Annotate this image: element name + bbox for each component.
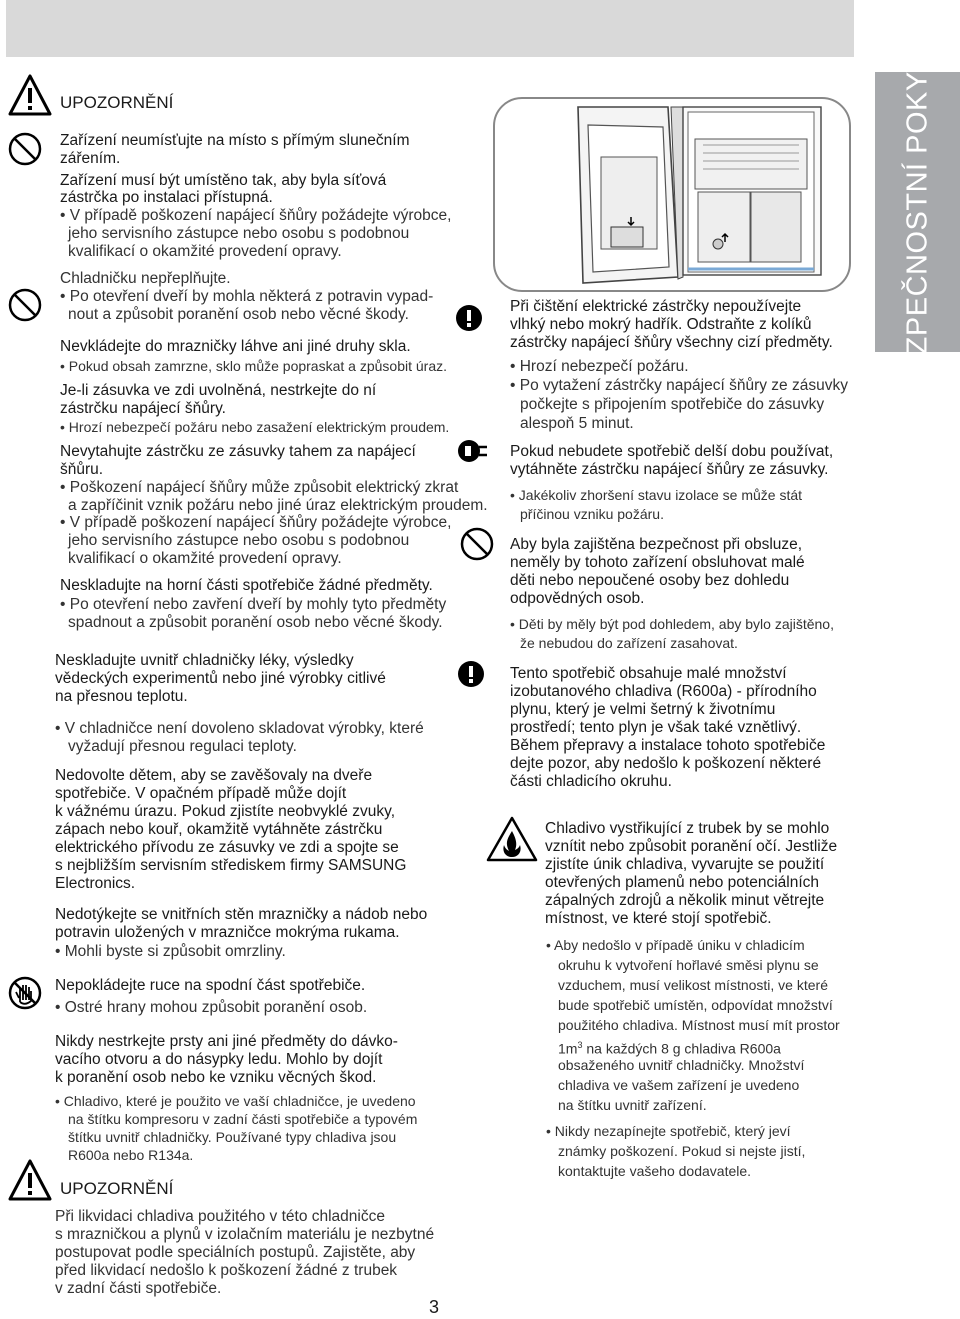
heading-line: vytáhněte zástrčku napájecí šňůry ze zásuvky. — [510, 461, 829, 478]
bullet-line: použitého chladiva. Místnost musí mít prostor — [558, 1017, 840, 1033]
bullet-line: spadnout a způsobit poranění osob nebo věcné škody. — [68, 614, 443, 631]
heading-line: vědeckých experimentů nebo jiné výrobky citlivé — [55, 670, 386, 687]
text-line: v zadní části spotřebiče. — [55, 1280, 222, 1297]
heading-line: neměly by tohoto zařízení obsluhovat malé — [510, 554, 805, 571]
warning-triangle-icon — [8, 74, 52, 116]
heading-line: spotřebiče. V opačném případě může dojít — [55, 785, 347, 802]
text-line: Zařízení neumísťujte na místo s přímým slunečním — [60, 132, 410, 149]
bullet-line: jeho servisního zástupce nebo osobu s podobnou — [68, 532, 410, 549]
bullet-line: kvalifikací o okamžité provedení opravy. — [68, 550, 342, 567]
mandatory-action-icon — [457, 660, 485, 688]
bullet-line: že nebudou do zařízení zasahovat. — [520, 635, 738, 651]
heading-line: Aby byla zajištěna bezpečnost při obsluze, — [510, 536, 803, 553]
bullet-line: • Po vytažení zástrčky napájecí šňůry ze zásuvky — [510, 377, 848, 394]
bullet-line: obsaženého uvnitř chladničky. Množství — [558, 1057, 805, 1073]
bullet-line: $1m^3$ na každých 8 g chladiva R600a — [558, 1040, 781, 1057]
bullet-line: • Nikdy nezapínejte spotřebič, který jeví — [546, 1123, 791, 1139]
text-line: s mrazničkou a plynů v izolačním materiálu je nezbytné — [55, 1226, 435, 1243]
warning-title: UPOZORNĚNÍ — [60, 1179, 174, 1198]
heading-line: Nedotýkejte se vnitřních stěn mrazničky a nádob nebo — [55, 906, 428, 923]
heading-line: izobutanového chladiva (R600a) - přírodního — [510, 683, 817, 700]
bullet-line: • Aby nedošlo v případě úniku v chladicím — [546, 937, 805, 953]
bullet-line: • Mohli byste si způsobit omrzliny. — [55, 943, 286, 960]
refrigerator-dispenser-illustration — [493, 97, 851, 292]
heading-line: k vážnému úrazu. Pokud zjistíte neobvyklé zvuky, — [55, 803, 396, 820]
bullet-line: okruhu k vytvoření hořlavé směsi plynu se — [558, 957, 819, 973]
prohibited-icon — [8, 288, 42, 322]
no-hand-touch-icon — [8, 976, 42, 1010]
heading-line: elektrického přívodu ze zásuvky ve zdi a spojte se — [55, 839, 399, 856]
bullet-line: chladiva ve vašem zařízení je uvedeno — [558, 1077, 800, 1093]
heading-line: Je-li zásuvka ve zdi uvolněná, nestrkejte do ní — [60, 382, 377, 399]
heading-line: Nevkládejte do mrazničky láhve ani jiné druhy skla. — [60, 338, 411, 355]
bullet-line: • V případě poškození napájecí šňůry požádejte výrobce, — [60, 514, 452, 531]
bullet-line: • Děti by měly být pod dohledem, aby bylo zajištěno, — [510, 616, 834, 632]
bullet-line: vzduchem, musí velikost místnosti, ve které — [558, 977, 828, 993]
warning-triangle-icon — [8, 1159, 52, 1201]
bullet-line: počkejte s připojením spotřebiče do zásuvky — [520, 396, 825, 413]
heading-line: Při čištění elektrické zástrčky nepoužívejte — [510, 298, 802, 315]
prohibited-icon — [460, 527, 494, 561]
text-line: Při likvidaci chladiva použitého v této chladničce — [55, 1208, 385, 1225]
bullet-line: • Ostré hrany mohou způsobit poranění osob. — [55, 999, 368, 1016]
text-line: postupovat podle speciálních postupů. Zajistěte, aby — [55, 1244, 416, 1261]
bullet-line: nout a způsobit poranění osob nebo věcné škody. — [68, 306, 409, 323]
heading-line: na přesnou teplotu. — [55, 688, 188, 705]
heading-line: Electronics. — [55, 875, 136, 892]
bullet-line: • Po otevření nebo zavření dveří by mohly tyto předměty — [60, 596, 447, 613]
heading-line: vznítit nebo způsobit poranění očí. Jestliže — [545, 838, 838, 855]
heading-line: Nevytahujte zástrčku ze zásuvky tahem za napájecí — [60, 443, 416, 460]
bullet-line: vyžadují přesnou regulaci teploty. — [68, 738, 297, 755]
text-line: před likvidací nedošlo k poškození žádné z trubek — [55, 1262, 398, 1279]
bullet-line: • Po otevření dveří by mohla některá z potravin vypad- — [60, 288, 434, 305]
text-line: zástrčka po instalaci přístupná. — [60, 189, 273, 206]
heading-line: prostředí; tento plyn je však také vznětlivý. — [510, 719, 802, 736]
heading-line: zápach nebo kouř, okamžitě vytáhněte zástrčku — [55, 821, 383, 838]
prohibited-icon — [8, 132, 42, 166]
bullet-line: kontaktujte vašeho dodavatele. — [558, 1163, 752, 1179]
text-line: zářením. — [60, 150, 121, 167]
heading-line: zápalných zdrojů a několik minut větrejte — [545, 892, 825, 909]
heading-line: zjistíte únik chladiva, vyvarujte se použití — [545, 856, 825, 873]
heading-line: zástrčky napájecí šňůry všechny cizí předměty. — [510, 334, 833, 351]
bullet-line: na štítku uvnitř zařízení. — [558, 1097, 707, 1113]
heading-line: Nepokládejte ruce na spodní část spotřebiče. — [55, 977, 366, 994]
heading-line: Neskladujte uvnitř chladničky léky, výsledky — [55, 652, 354, 669]
bullet-line: • V případě poškození napájecí šňůry požádejte výrobce, — [60, 207, 452, 224]
heading-line: Nikdy nestrkejte prsty ani jiné předměty do dávko- — [55, 1033, 398, 1050]
bullet-line: jeho servisního zástupce nebo osobu s podobnou — [68, 225, 410, 242]
heading-line: potravin uložených v mrazničce mokrýma rukama. — [55, 924, 400, 941]
bullet-line: • Hrozí nebezpečí požáru nebo zasažení elektrickým proudem. — [60, 419, 450, 435]
heading-line: Neskladujte na horní části spotřebiče žádné předměty. — [60, 577, 433, 594]
heading-line: místnost, ve které stojí spotřebič. — [545, 910, 772, 927]
heading-line: zástrčku napájecí šňůry. — [60, 400, 226, 417]
heading-line: Nedovolte dětem, aby se zavěšovaly na dveře — [55, 767, 373, 784]
heading-line: plynu, který je velmi šetrný k životnímu — [510, 701, 776, 718]
unplug-icon — [457, 437, 493, 465]
bullet-line: kvalifikací o okamžité provedení opravy. — [68, 243, 342, 260]
bullet-line: známky poškození. Pokud si nejste jistí, — [558, 1143, 806, 1159]
heading-line: Pokud nebudete spotřebič delší dobu používat, — [510, 443, 834, 460]
bullet-line: bude spotřebič umístěn, odpovídat množství — [558, 997, 833, 1013]
heading-line: Tento spotřebič obsahuje malé množství — [510, 665, 787, 682]
section-tab-label: BEZPEČNOSTNÍ POKYNY — [901, 29, 933, 395]
text-line: Zařízení musí být umístěno tak, aby byla síťová — [60, 172, 387, 189]
bullet-line: na štítku kompresoru v zadní části spotřebiče a typovém — [68, 1111, 418, 1127]
page-number: 3 — [429, 1297, 440, 1317]
bullet-line: • Chladivo, které je použito ve vaší chladničce, je uvedeno — [55, 1093, 416, 1109]
header-bar — [6, 0, 854, 57]
heading-line: otevřených plamenů nebo potenciálních — [545, 874, 820, 891]
mandatory-action-icon — [455, 304, 483, 332]
heading-line: Během přepravy a instalace tohoto spotřebiče — [510, 737, 826, 754]
bullet-line: a zapříčinit vznik požáru nebo jiné úraz elektrickým proudem. — [68, 497, 488, 514]
heading-line: vacího otvoru a do násypky ledu. Mohlo by dojít — [55, 1051, 383, 1068]
bullet-line: alespoň 5 minut. — [520, 415, 634, 432]
heading-line: části chladicího okruhu. — [510, 773, 672, 790]
bullet-line: příčinou vzniku požáru. — [520, 506, 664, 522]
heading-line: děti nebo nepoučené osoby bez dohledu — [510, 572, 790, 589]
heading-line: šňůru. — [60, 461, 104, 478]
warning-title: UPOZORNĚNÍ — [60, 93, 174, 112]
section-tab — [875, 29, 960, 395]
heading-line: Chladničku nepřeplňujte. — [60, 270, 231, 287]
heading-line: odpovědných osob. — [510, 590, 645, 607]
bullet-line: • Poškození napájecí šňůry může způsobit elektrický zkrat — [60, 479, 459, 496]
heading-line: dejte pozor, aby nedošlo k poškození některé — [510, 755, 822, 772]
heading-line: Chladivo vystřikující z trubek by se mohlo — [545, 820, 830, 837]
bullet-line: • Jakékoliv zhoršení stavu izolace se může stát — [510, 487, 803, 503]
bullet-line: • Pokud obsah zamrzne, sklo může popraskat a způsobit úraz. — [60, 358, 447, 374]
bullet-line: • V chladničce není dovoleno skladovat výrobky, které — [55, 720, 424, 737]
heading-line: k poranění osob nebo ke vzniku věcných škod. — [55, 1069, 377, 1086]
flammable-warning-icon — [485, 815, 539, 863]
heading-line: vlhký nebo mokrý hadřík. Odstraňte z kolíků — [510, 316, 812, 333]
heading-line: s nejbližším servisním střediskem firmy SAMSUNG — [55, 857, 407, 874]
bullet-line: • Hrozí nebezpečí požáru. — [510, 358, 689, 375]
bullet-line: R600a nebo R134a. — [68, 1147, 194, 1163]
bullet-line: štítku uvnitř chladničky. Používané typy chladiva jsou — [68, 1129, 397, 1145]
